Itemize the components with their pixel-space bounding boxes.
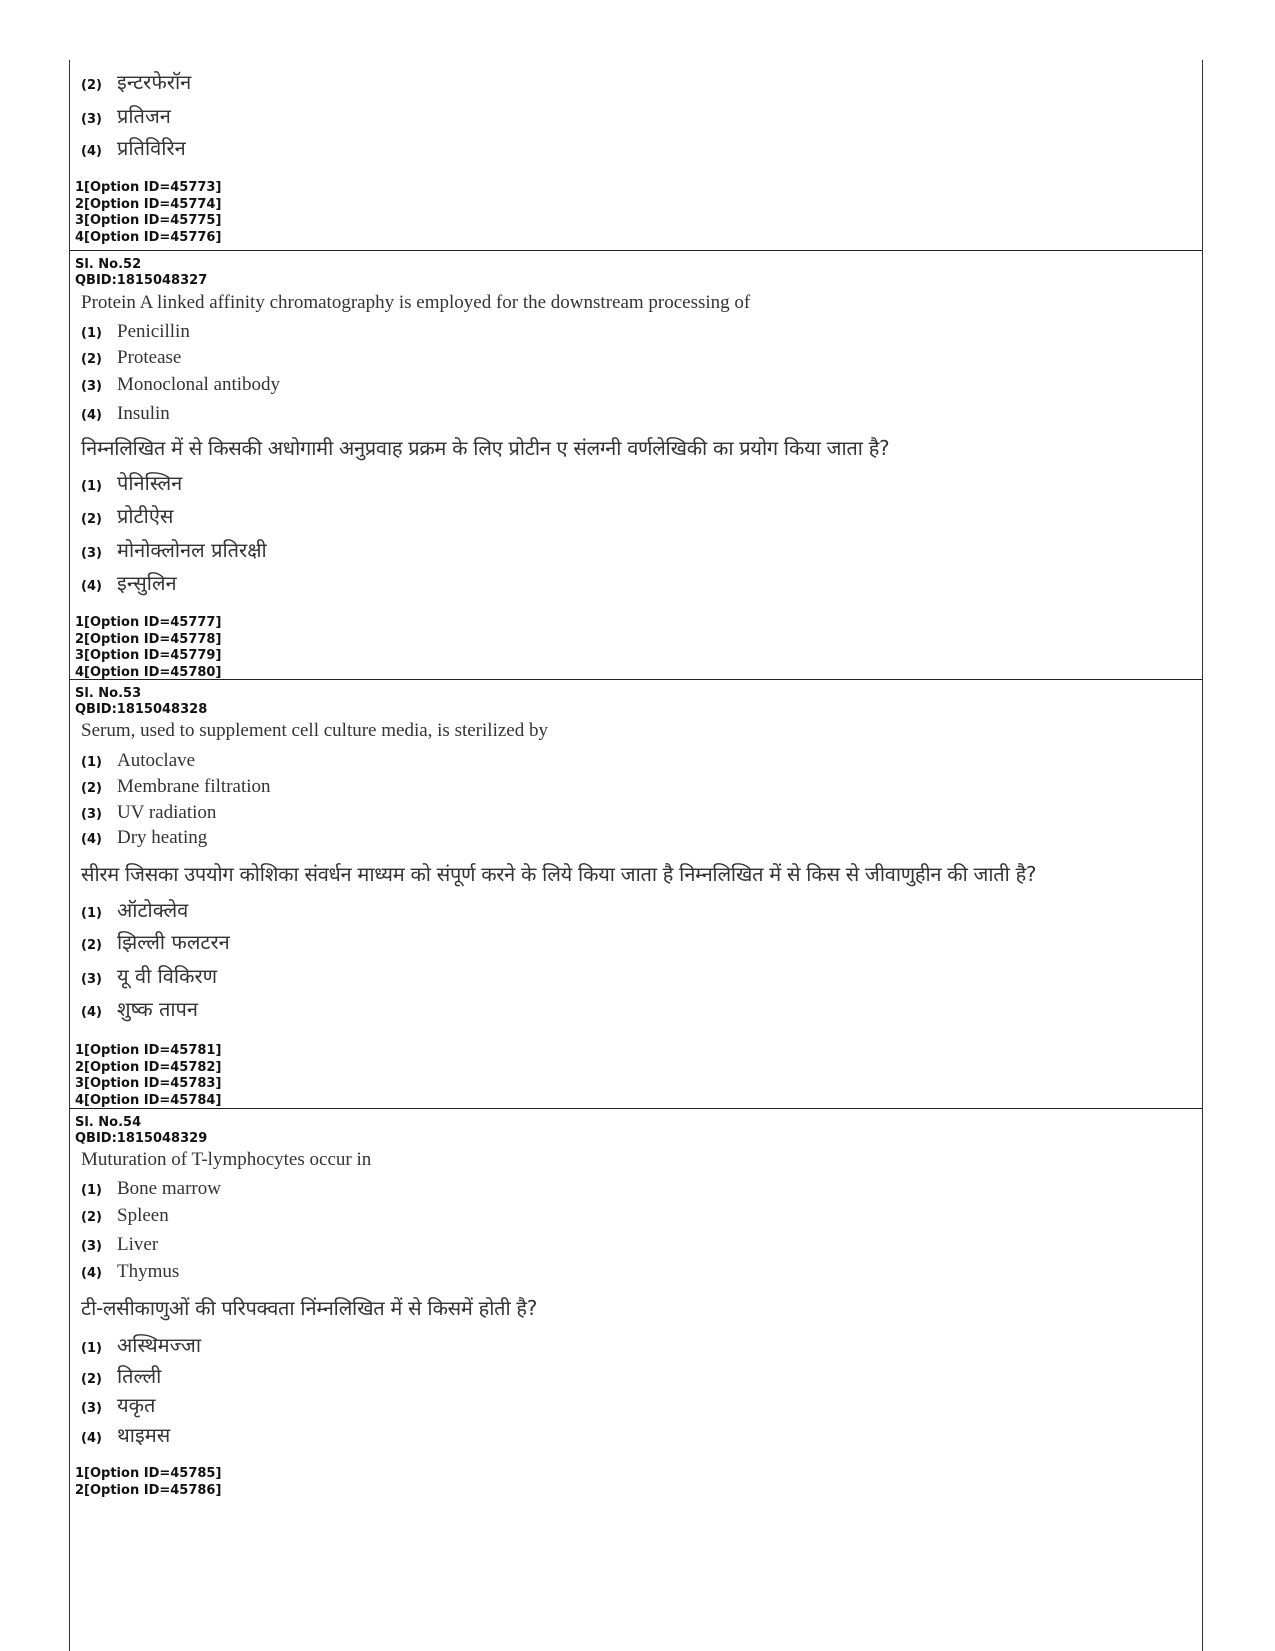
option-number: (3)	[81, 807, 102, 822]
option-text: मोनोक्लोनल प्रतिरक्षी	[117, 538, 267, 562]
serial-number: Sl. No.54	[75, 1115, 142, 1130]
option-text: इन्सुलिन	[117, 571, 177, 595]
option-number: (2)	[81, 938, 102, 953]
option-id: 4[Option ID=45780]	[75, 664, 222, 680]
option-en	[81, 1261, 179, 1283]
option-id-list	[75, 615, 221, 681]
option-en	[81, 1178, 221, 1200]
question-text-en: Serum, used to supplement cell culture media, is sterilized by	[81, 720, 548, 741]
option-hi	[81, 1421, 170, 1448]
option-text: ऑटोक्लेव	[117, 898, 189, 922]
option-number: (4)	[81, 579, 102, 594]
option-text: Autoclave	[117, 750, 196, 771]
question-text-en: Muturation of T-lymphocytes occur in	[81, 1149, 372, 1170]
option-number: (3)	[81, 546, 102, 561]
option-hi	[81, 1331, 201, 1358]
option-id: 1[Option ID=45785]	[75, 1466, 222, 1481]
option-hi	[81, 502, 173, 529]
option-text: पेनिस्लिन	[117, 471, 183, 495]
option-number: (4)	[81, 832, 102, 847]
question-block	[70, 1108, 1202, 1528]
option-number: (1)	[81, 755, 102, 770]
option-text: Protease	[117, 347, 182, 368]
option-en	[81, 1205, 169, 1227]
serial-number: Sl. No.53	[75, 686, 142, 701]
option-hi	[81, 928, 230, 955]
option-text: अस्थिमज्जा	[117, 1333, 202, 1357]
qbid: QBID:1815048329	[75, 1131, 208, 1146]
option-hi	[81, 1362, 161, 1389]
option-id-list	[75, 1043, 221, 1109]
question-block	[70, 250, 1202, 679]
option-number: (1)	[81, 326, 102, 341]
option-text: UV radiation	[117, 802, 217, 823]
option-id: 2[Option ID=45774]	[75, 196, 222, 212]
option-id: 2[Option ID=45782]	[75, 1059, 222, 1075]
option-text: थाइमस	[117, 1423, 171, 1447]
option-hi	[81, 536, 267, 563]
option-id: 1[Option ID=45777]	[75, 615, 222, 630]
option-number: (1)	[81, 479, 102, 494]
option-hi	[81, 68, 191, 95]
option-id: 1[Option ID=45781]	[75, 1043, 222, 1058]
option-number: (2)	[81, 78, 102, 93]
option-text: इन्टरफेरॉन	[117, 70, 192, 94]
option-text: Penicillin	[117, 321, 190, 342]
option-number: (2)	[81, 1372, 102, 1387]
option-text: Bone marrow	[117, 1178, 221, 1199]
option-id: 1[Option ID=45773]	[75, 180, 222, 195]
option-number: (2)	[81, 781, 102, 796]
option-number: (4)	[81, 1431, 102, 1446]
option-text: Spleen	[117, 1205, 169, 1226]
qbid: QBID:1815048327	[75, 273, 208, 288]
option-number: (3)	[81, 1239, 102, 1254]
option-text: तिल्ली	[117, 1364, 162, 1388]
option-number: (2)	[81, 1210, 102, 1225]
option-id-list	[75, 1466, 221, 1499]
option-text: Membrane filtration	[117, 776, 271, 797]
question-paper-frame	[69, 60, 1203, 1651]
option-id: 4[Option ID=45776]	[75, 229, 222, 245]
option-en	[81, 750, 195, 772]
option-number: (1)	[81, 1341, 102, 1356]
option-number: (3)	[81, 112, 102, 127]
option-id: 4[Option ID=45784]	[75, 1092, 222, 1108]
option-en	[81, 374, 280, 396]
option-en	[81, 1234, 158, 1256]
option-text: यू वी विकिरण	[117, 964, 218, 988]
option-number: (3)	[81, 1401, 102, 1416]
option-number: (4)	[81, 144, 102, 159]
option-hi	[81, 995, 198, 1022]
option-hi	[81, 134, 186, 161]
option-text: झिल्ली फलटरन	[117, 930, 230, 954]
option-id: 3[Option ID=45783]	[75, 1076, 222, 1091]
option-number: (4)	[81, 408, 102, 423]
option-en	[81, 802, 216, 824]
option-text: शुष्क तापन	[117, 997, 199, 1021]
option-number: (4)	[81, 1005, 102, 1020]
option-hi	[81, 1391, 155, 1418]
option-hi	[81, 102, 171, 129]
option-hi	[81, 962, 217, 989]
option-text: प्रतिविरिन	[117, 136, 186, 160]
option-en	[81, 776, 271, 798]
option-hi	[81, 569, 177, 596]
question-text-hi: टी-लसीकाणुओं की परिपक्वता निंम्नलिखित में से किसमें होती है?	[81, 1296, 538, 1320]
option-text: Dry heating	[117, 827, 208, 848]
option-id: 3[Option ID=45775]	[75, 213, 222, 228]
question-text-hi: सीरम जिसका उपयोग कोशिका संवर्धन माध्यम को संपूर्ण करने के लिये किया जाता है निम्नलिखित में से किस से जीवाणुहीन की जाती है?	[81, 862, 1037, 886]
option-en	[81, 827, 207, 849]
question-text-en: Protein A linked affinity chromatography is employed for the downstream processing of	[81, 292, 751, 313]
option-hi	[81, 469, 182, 496]
option-en	[81, 403, 170, 425]
option-id: 2[Option ID=45778]	[75, 631, 222, 647]
option-en	[81, 321, 190, 343]
option-number: (4)	[81, 1266, 102, 1281]
option-text: यकृत	[117, 1393, 156, 1417]
option-en	[81, 347, 181, 369]
serial-number: Sl. No.52	[75, 257, 142, 272]
carryover-block	[70, 60, 1202, 250]
option-text: प्रोटीऐस	[117, 504, 174, 528]
option-text: प्रतिजन	[117, 104, 171, 128]
option-number: (2)	[81, 512, 102, 527]
option-id-list	[75, 180, 221, 246]
option-id: 3[Option ID=45779]	[75, 648, 222, 663]
option-number: (3)	[81, 379, 102, 394]
option-text: Monoclonal antibody	[117, 374, 281, 395]
option-hi	[81, 896, 188, 923]
question-text-hi: निम्नलिखित में से किसकी अधोगामी अनुप्रवाह प्रक्रम के लिए प्रोटीन ए संलग्नी वर्णलेखिकी का प्रयोग किया जाता है?	[81, 436, 890, 460]
option-number: (2)	[81, 352, 102, 367]
option-number: (1)	[81, 906, 102, 921]
option-id: 2[Option ID=45786]	[75, 1482, 222, 1498]
qbid: QBID:1815048328	[75, 702, 208, 717]
option-number: (1)	[81, 1183, 102, 1198]
option-text: Liver	[117, 1234, 159, 1255]
question-block	[70, 679, 1202, 1108]
option-text: Insulin	[117, 403, 170, 424]
option-text: Thymus	[117, 1261, 180, 1282]
option-number: (3)	[81, 972, 102, 987]
